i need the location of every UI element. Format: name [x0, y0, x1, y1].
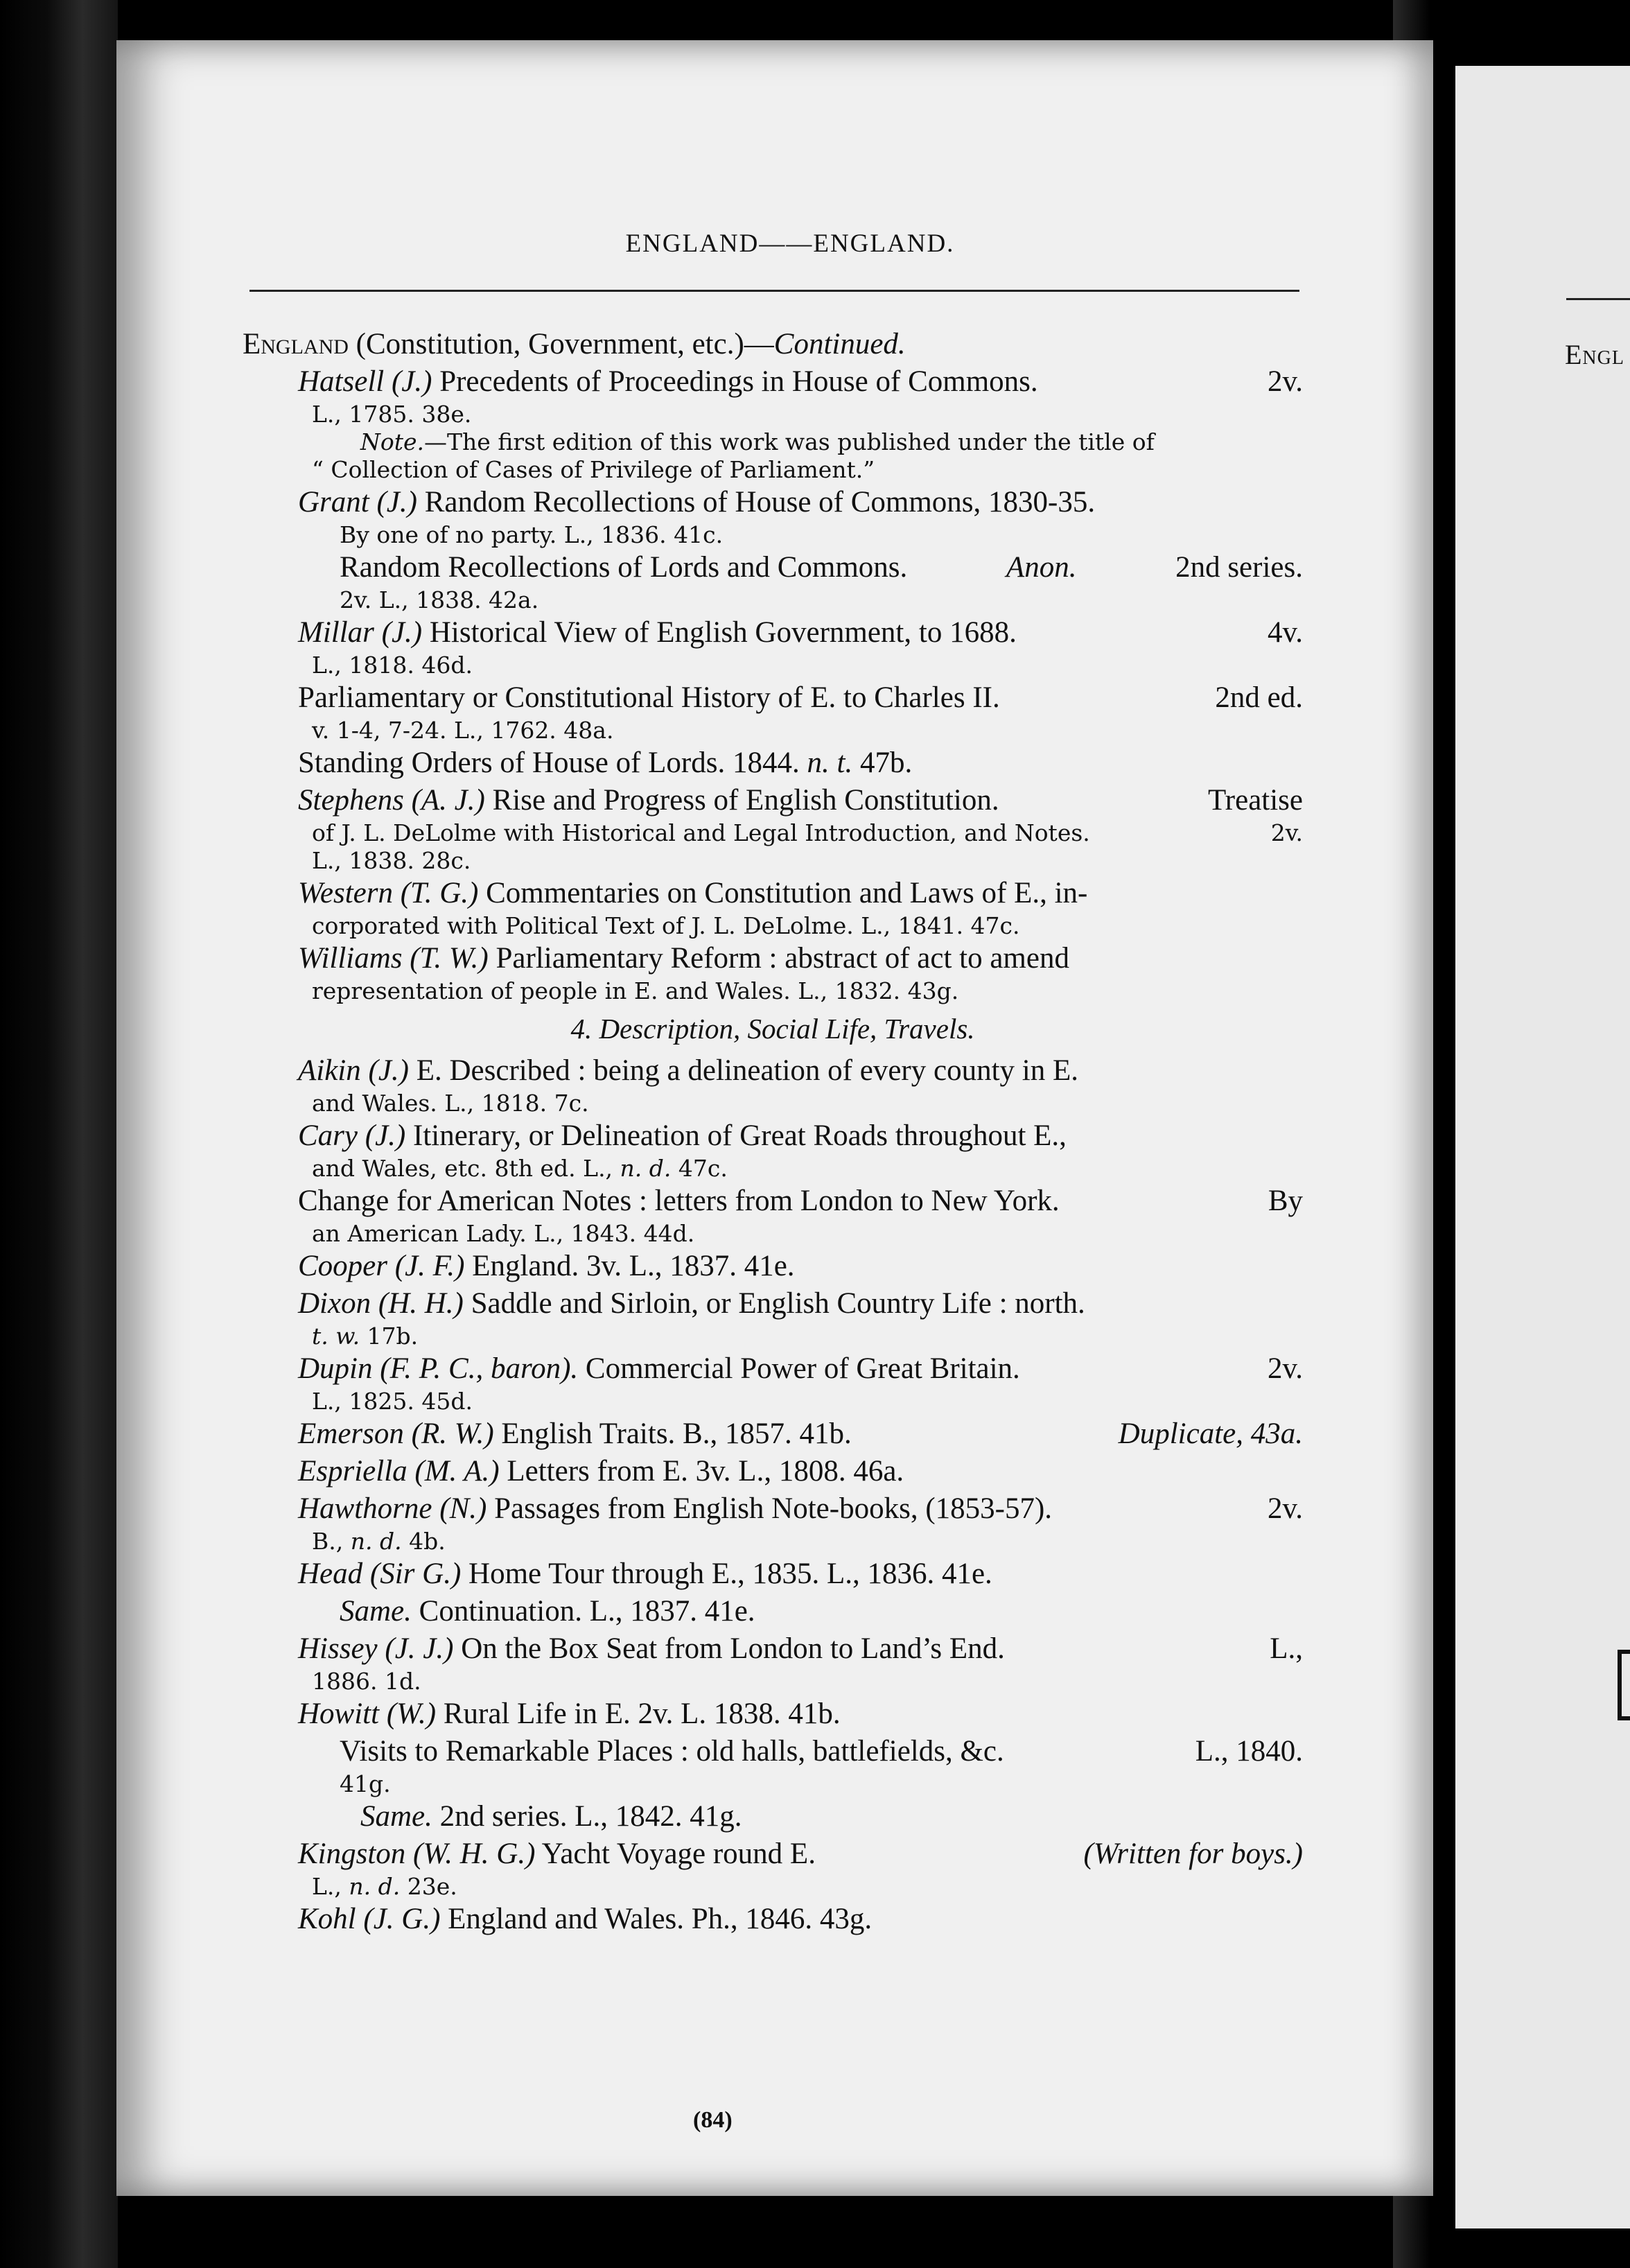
entry-subline: an American Lady. L., 1843. 44d.	[312, 1220, 695, 1247]
entry-subline: of J. L. DeLolme with Historical and Legal Introduction, and Notes. 2v.	[312, 819, 1303, 846]
entry-line: Hissey (J. J.) On the Box Seat from London to Land’s End. L.,	[298, 1632, 1303, 1665]
entry-subline: and Wales. L., 1818. 7c.	[312, 1090, 589, 1117]
entry-subline: L., 1785. 38e.	[312, 401, 472, 428]
entry-line: Dupin (F. P. C., baron). Commercial Power of Great Britain. 2v.	[298, 1352, 1303, 1385]
entry-line: Hatsell (J.) Precedents of Proceedings in House of Commons. 2v.	[298, 365, 1303, 398]
entry-line: Dixon (H. H.) Saddle and Sirloin, or English Country Life : north.	[298, 1287, 1085, 1320]
entry-line: Head (Sir G.) Home Tour through E., 1835. L., 1836. 41e.	[298, 1558, 992, 1590]
entry-subline: L., 1818. 46d.	[312, 652, 473, 679]
category-heading: England (Constitution, Government, etc.)—Continued.	[243, 328, 906, 360]
facing-page-fragment: Engl	[1565, 339, 1624, 370]
section-heading: 4. Description, Social Life, Travels.	[570, 1013, 975, 1045]
entry-line: Aikin (J.) E. Described : being a delineation of every county in E.	[298, 1054, 1078, 1087]
entry-line: Parliamentary or Constitutional History of E. to Charles II. 2nd ed.	[298, 681, 1303, 714]
entry-line: Visits to Remarkable Places : old halls, battlefields, &c. L., 1840.	[340, 1735, 1303, 1768]
entry-line: Same. 2nd series. L., 1842. 41g.	[360, 1800, 742, 1833]
entry-subline: 2v. L., 1838. 42a.	[340, 586, 539, 613]
facing-page-rule	[1566, 298, 1630, 300]
entry-subline: B., n. d. 4b.	[312, 1528, 446, 1555]
entry-line: Cooper (J. F.) England. 3v. L., 1837. 41e.	[298, 1250, 795, 1282]
entry-subline: 1886. 1d.	[312, 1668, 421, 1695]
entry-line: Espriella (M. A.) Letters from E. 3v. L., 1808. 46a.	[298, 1455, 904, 1488]
entry-line: Same. Continuation. L., 1837. 41e.	[340, 1595, 755, 1628]
entry-line: Cary (J.) Itinerary, or Delineation of Great Roads throughout E.,	[298, 1119, 1067, 1152]
running-head: ENGLAND——ENGLAND.	[625, 229, 955, 258]
entry-subline: v. 1-4, 7-24. L., 1762. 48a.	[312, 717, 614, 744]
entry-line: Emerson (R. W.) English Traits. B., 1857. 41b. Duplicate, 43a.	[298, 1418, 1303, 1450]
entry-line: Stephens (A. J.) Rise and Progress of English Constitution. Treatise	[298, 784, 1303, 817]
entry-line: Millar (J.) Historical View of English Government, to 1688. 4v.	[298, 616, 1303, 649]
entry-subline: 41g.	[340, 1770, 391, 1797]
entry-subline: corporated with Political Text of J. L. DeLolme. L., 1841. 47c.	[312, 912, 1020, 939]
entry-line: Williams (T. W.) Parliamentary Reform : abstract of act to amend	[298, 942, 1069, 975]
running-head-rule	[249, 290, 1299, 292]
entry-line: Kingston (W. H. G.) Yacht Voyage round E. (Written for boys.)	[298, 1838, 1303, 1870]
entry-note: Note.—The first edition of this work was published under the title of	[360, 428, 1155, 455]
entry-subline: representation of people in E. and Wales. L., 1832. 43g.	[312, 977, 959, 1004]
entry-line: Howitt (W.) Rural Life in E. 2v. L. 1838. 41b.	[298, 1698, 841, 1730]
facing-page	[1441, 66, 1630, 2228]
entry-line: Western (T. G.) Commentaries on Constitution and Laws of E., in-	[298, 877, 1088, 909]
entry-note: “ Collection of Cases of Privilege of Parliament.”	[312, 456, 875, 483]
entry-line: Standing Orders of House of Lords. 1844. n. t. 47b.	[298, 747, 913, 779]
entry-line: Random Recollections of Lords and Commons. Anon. 2nd series.	[340, 551, 1303, 584]
entry-subline: L., 1825. 45d.	[312, 1388, 473, 1415]
entry-subline: L., n. d. 23e.	[312, 1873, 457, 1900]
entry-subline: L., 1838. 28c.	[312, 847, 471, 874]
entry-subline: and Wales, etc. 8th ed. L., n. d. 47c.	[312, 1155, 728, 1182]
facing-page-bracket	[1618, 1650, 1630, 1720]
entry-subline: By one of no party. L., 1836. 41c.	[340, 521, 724, 548]
entry-subline: t. w. 17b.	[312, 1323, 419, 1350]
entry-line: Change for American Notes : letters from London to New York. By	[298, 1185, 1303, 1217]
entry-line: Hawthorne (N.) Passages from English Note-books, (1853-57). 2v.	[298, 1492, 1303, 1525]
page-number: (84)	[693, 2107, 733, 2133]
book-spine-edge	[0, 0, 118, 2268]
catalog-body	[243, 326, 1303, 1938]
entry-line: Grant (J.) Random Recollections of House of Commons, 1830-35.	[298, 486, 1096, 518]
entry-line: Kohl (J. G.) England and Wales. Ph., 1846. 43g.	[298, 1903, 873, 1935]
